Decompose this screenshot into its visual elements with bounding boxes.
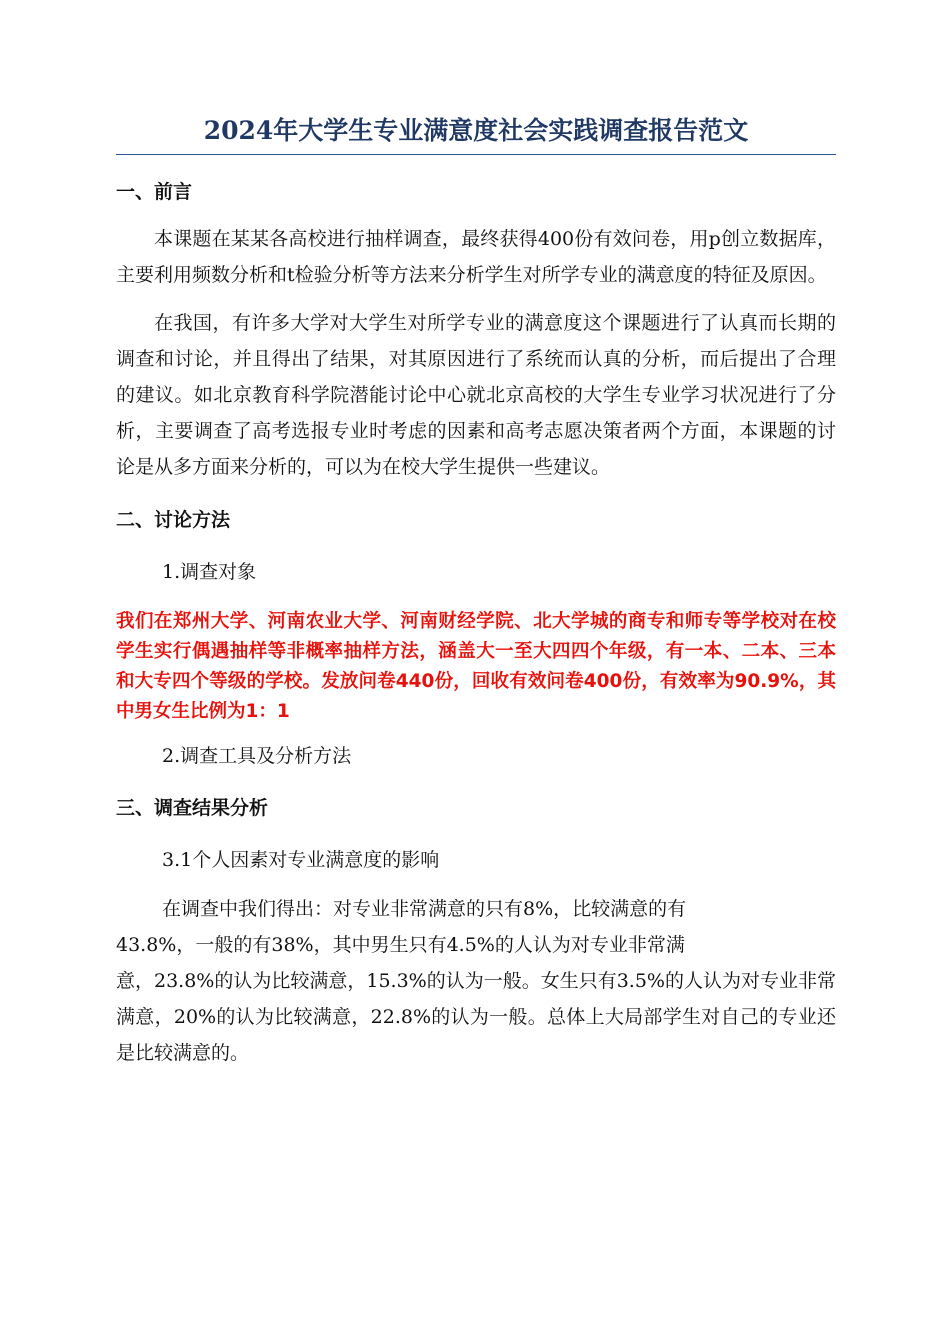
document-page <box>116 110 836 1071</box>
results-line-3: 意，23.8%的认为比较满意，15.3%的认为一般。女生只有3.5%的人认为对专业非常满意，20%的认为比较满意，22.8%的认为一般。总体上大局部学生对自己的专业还是比较满意的。 <box>116 970 836 1064</box>
subheading-survey-tools: 2.调查工具及分析方法 <box>162 745 352 767</box>
results-line-1: 在调查中我们得出：对专业非常满意的只有8%，比较满意的有 <box>162 898 687 920</box>
subheading-survey-subjects: 1.调查对象 <box>162 561 257 583</box>
subheading-personal-factors: 3.1个人因素对专业满意度的影响 <box>162 849 440 871</box>
section-heading-preface: 一、前言 <box>116 181 193 203</box>
survey-subjects-highlight-paragraph: 我们在郑州大学、河南农业大学、河南财经学院、北大学城的商专和师专等学校对在校学生实行偶遇抽样等非概率抽样方法，涵盖大一至大四四个年级，有一本、二本、三本和大专四个等级的学校。发放问卷440份，回收有效问卷400份，有效率为90.9%，其中男女生比例为1：1 <box>116 611 836 722</box>
section-heading-methods: 二、讨论方法 <box>116 509 231 531</box>
document-title: 2024年大学生专业满意度社会实践调查报告范文 <box>116 110 836 155</box>
section-heading-results: 三、调查结果分析 <box>116 797 269 819</box>
results-paragraph <box>116 891 836 1071</box>
results-line-2: 43.8%，一般的有38%，其中男生只有4.5%的人认为对专业非常满 <box>116 934 685 956</box>
preface-paragraph-1: 本课题在某某各高校进行抽样调查，最终获得400份有效问卷，用p创立数据库，主要利用频数分析和t检验分析等方法来分析学生对所学专业的满意度的特征及原因。 <box>116 228 836 286</box>
preface-paragraph-2: 在我国，有许多大学对大学生对所学专业的满意度这个课题进行了认真而长期的调查和讨论，并且得出了结果，对其原因进行了系统而认真的分析，而后提出了合理的建议。如北京教育科学院潜能讨论中心就北京高校的大学生专业学习状况进行了分析，主要调查了高考选报专业时考虑的因素和高考志愿决策者两个方面，本课题的讨论是从多方面来分析的，可以为在校大学生提供一些建议。 <box>116 312 836 478</box>
